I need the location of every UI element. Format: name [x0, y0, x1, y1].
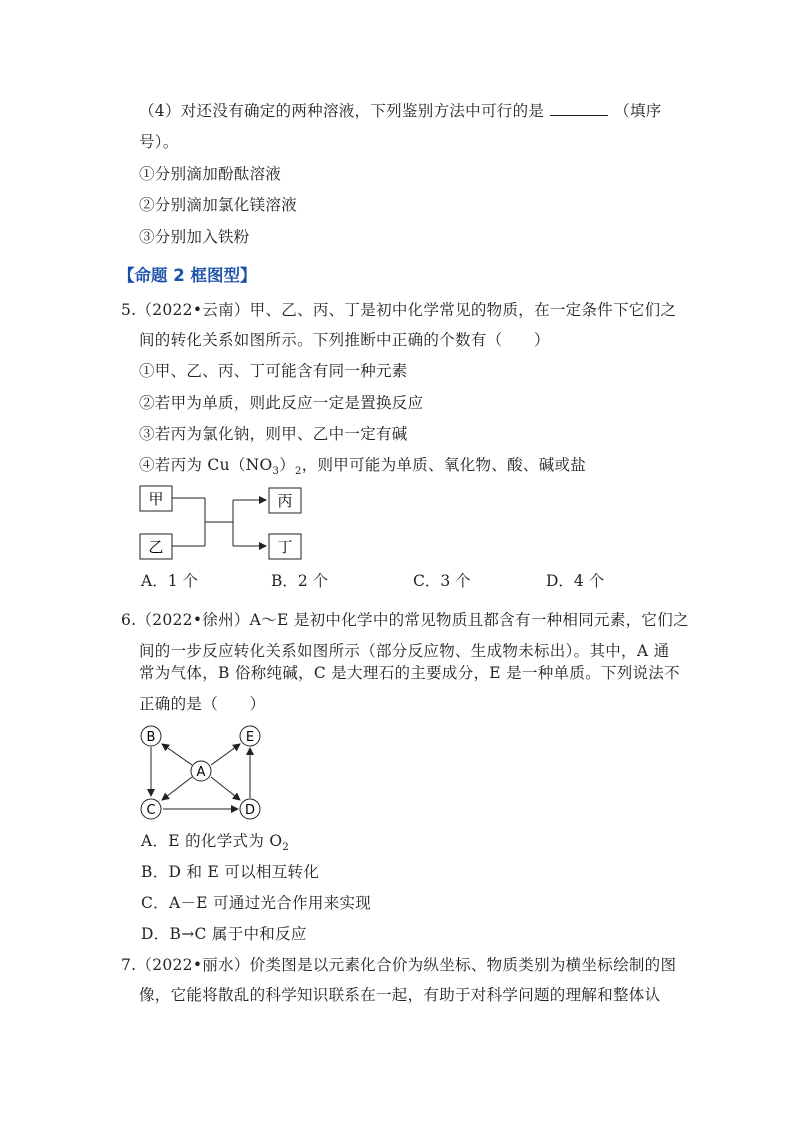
- q6-choice-a[interactable]: [141, 831, 289, 858]
- q5-reaction-diagram: [130, 478, 320, 568]
- q6-line1: 6.（2022•徐州）A～E 是初中化学中的常见物质且都含有一种相同元素，它们之: [121, 611, 689, 629]
- q4-option-1: ①分别滴加酚酞溶液: [139, 165, 282, 183]
- section-heading: 【命题 2 框图型】: [118, 266, 257, 285]
- q6-choice-d[interactable]: D．B→C 属于中和反应: [141, 925, 307, 943]
- q5-choice-c[interactable]: C．3 个: [413, 572, 471, 590]
- q4-text: （4）对还没有确定的两种溶液，下列鉴别方法中可行的是: [139, 102, 545, 120]
- q4-text-tail: （填序: [614, 102, 662, 120]
- q4-line2: 号）。: [139, 133, 179, 151]
- q5-s4-pre: ④若丙为 Cu（NO: [139, 456, 273, 474]
- q6-choice-a-text: A．E 的化学式为 O: [141, 832, 283, 850]
- q5-s4-post: ，则甲可能为单质、氧化物、酸、碱或盐: [301, 456, 587, 474]
- q4-option-3: ③分别加入铁粉: [139, 228, 250, 246]
- q5-choice-d[interactable]: D．4 个: [546, 572, 605, 590]
- q5-choice-b[interactable]: B．2 个: [271, 572, 329, 590]
- q6-line4: 正确的是（ ）: [139, 695, 266, 713]
- q6-choice-b[interactable]: B．D 和 E 可以相互转化: [141, 863, 320, 881]
- q6-choice-a-sub: 2: [282, 842, 290, 854]
- q6-choice-c[interactable]: C．A－E 可通过光合作用来实现: [141, 894, 372, 912]
- q5-s4-sub: 3: [272, 466, 280, 478]
- q6-line3: 常为气体，B 俗称纯碱，C 是大理石的主要成分，E 是一种单质。下列说法不: [139, 664, 680, 682]
- q6-reaction-diagram: [130, 718, 275, 830]
- label-yi: 乙: [148, 538, 164, 556]
- q5-s4-mid: ）: [279, 456, 296, 474]
- q6-line2: 间的一步反应转化关系如图所示（部分反应物、生成物未标出）。其中，A 通: [139, 642, 670, 660]
- q5-choice-a[interactable]: A．1 个: [141, 572, 198, 590]
- q4-line1: [139, 101, 662, 121]
- label-bing: 丙: [277, 492, 293, 510]
- q7-line1: 7.（2022•丽水）价类图是以元素化合价为纵坐标、物质类别为横坐标绘制的图: [121, 956, 677, 974]
- node-a-label: A: [196, 765, 206, 780]
- q7-line2: 像，它能将散乱的科学知识联系在一起，有助于对科学问题的理解和整体认: [139, 986, 661, 1004]
- q5-line2: 间的转化关系如图所示。下列推断中正确的个数有（ ）: [139, 331, 550, 349]
- label-ding: 丁: [277, 538, 293, 556]
- node-c-label: C: [146, 803, 156, 818]
- q4-option-2: ②分别滴加氯化镁溶液: [139, 196, 298, 214]
- label-jia: 甲: [148, 490, 164, 508]
- q5-statement-1: ①甲、乙、丙、丁可能含有同一种元素: [139, 362, 408, 380]
- q5-statement-2: ②若甲为单质，则此反应一定是置换反应: [139, 394, 424, 412]
- q5-line1: 5.（2022•云南）甲、乙、丙、丁是初中化学常见的物质，在一定条件下它们之: [121, 301, 677, 319]
- node-e-label: E: [245, 730, 255, 745]
- q5-s4-sub2: 2: [295, 466, 302, 478]
- answer-blank[interactable]: [550, 101, 608, 116]
- node-b-label: B: [146, 730, 156, 745]
- q5-statement-3: ③若丙为氯化钠，则甲、乙中一定有碱: [139, 425, 408, 443]
- node-d-label: D: [244, 803, 256, 818]
